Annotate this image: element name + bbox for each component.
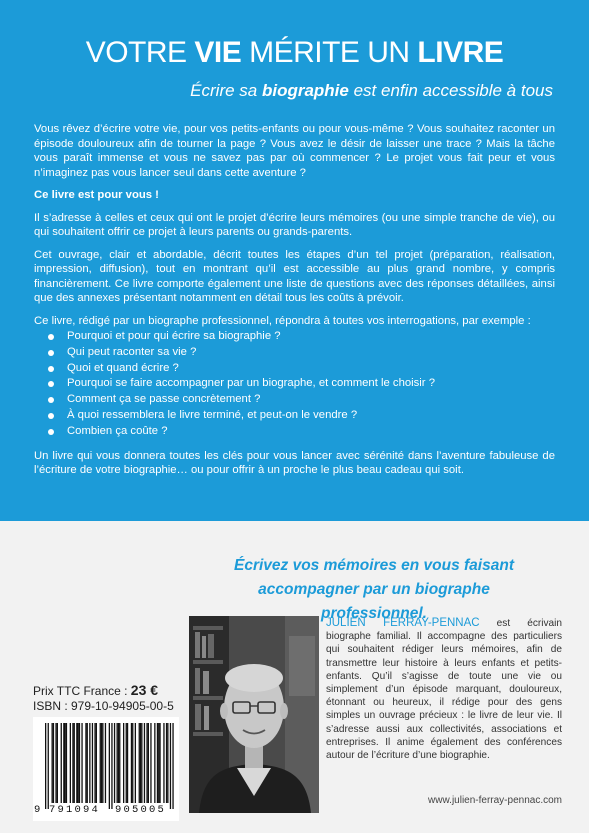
- subtitle-part-3: est enfin accessible à tous: [348, 81, 553, 100]
- author-portrait-illustration: [189, 616, 319, 813]
- blurb-paragraph-2: Il s’adresse à celles et ceux qui ont le projet d’écrire leurs mémoires (ou une simple tranche de vie), ou qui souhaitent offrir ce projet à leurs parents ou grands-parents.: [34, 211, 555, 238]
- tagline-line-1: Écrivez vos mémoires en vous faisant: [234, 557, 514, 574]
- list-item: Pourquoi et pour qui écrire sa biographie ?: [48, 329, 555, 345]
- price-value: 23 €: [130, 682, 159, 698]
- title-part-2: VIE: [194, 36, 242, 69]
- price: [33, 683, 158, 699]
- list-item: Quoi et quand écrire ?: [48, 361, 555, 377]
- list-item: Combien ça coûte ?: [48, 424, 555, 440]
- question-list: [48, 329, 555, 440]
- isbn-barcode: [33, 717, 179, 821]
- list-item: Qui peut raconter sa vie ?: [48, 345, 555, 361]
- author-photo: [189, 616, 319, 813]
- blurb-paragraph-4: Ce livre, rédigé par un biographe professionnel, répondra à toutes vos interrogations, par exemple :: [34, 314, 531, 327]
- blurb-paragraph-3: Cet ouvrage, clair et abordable, décrit toutes les étapes d’un tel projet (préparation, réalisation, impression, diffusion), tout en montrant qu’il est accessible au plus grand nombre, y compris financièrement. Ce livre comporte également une liste de questions avec des réponses détaillées, ainsi que des annexes présentant notamment en détail tous les coûts à prévoir.: [34, 248, 555, 304]
- cover-title: [0, 36, 589, 70]
- blurb-lead: Ce livre est pour vous !: [34, 189, 159, 201]
- cover-subtitle: [190, 81, 553, 101]
- title-part-4: LIVRE: [417, 36, 504, 69]
- author-website: www.julien-ferray-pennac.com: [428, 795, 562, 806]
- blurb-text: [34, 122, 555, 486]
- barcode-right-digits: 905005: [115, 804, 167, 816]
- tagline-line-2: accompagner par un biographe professionnel.: [258, 581, 490, 622]
- list-item: Comment ça se passe concrètement ?: [48, 392, 555, 408]
- title-part-3: MÉRITE UN: [241, 36, 418, 69]
- blurb-paragraph-1: Vous rêvez d’écrire votre vie, pour vos petits-enfants ou pour vous-même ? Vous souhaitez raconter un épisode douloureux afin de tourner la page ? Vous avez le désir de laisser une trace ? Mais la tâche vous paraît immense et vous ne savez pas par où commencer ? Le projet vous fait peur et vous n’imaginez pas vous lancer seul dans cette aventure ?: [34, 123, 555, 179]
- list-item: À quoi ressemblera le livre terminé, et peut-on le vendre ?: [48, 408, 555, 424]
- barcode-left-digits: 791094: [49, 804, 101, 816]
- list-item: Pourquoi se faire accompagner par un biographe, et comment le choisir ?: [48, 376, 555, 392]
- price-label: Prix TTC France :: [33, 684, 131, 698]
- subtitle-part-2: biographie: [261, 81, 349, 100]
- author-bio-text: est écrivain biographe familial. Il accompagne des particuliers qui souhaitent rédiger leurs mémoires, afin de transmettre leur histoire à leurs enfants et petits-enfants. Qu’il s’agisse de toute une vie ou simplement d’un épisode marquant, douloureux, étonnant ou heureux, il rédige pour des gens simples un ouvrage précieux : le livre de leur vie. Il s’adresse aussi aux collectivités, associations et entreprises. Il anime également des conférences autour de l’écriture d’une biographie.: [326, 618, 563, 762]
- subtitle-part-1: Écrire sa: [190, 81, 262, 100]
- barcode-first-digit: 9: [34, 804, 41, 816]
- blurb-paragraph-5: Un livre qui vous donnera toutes les clés pour vous lancer avec sérénité dans l’aventure fabuleuse de l’écriture de votre biographie… ou pour offrir à un proche le plus beau cadeau qui soit.: [34, 449, 555, 477]
- title-part-1: VOTRE: [85, 36, 195, 69]
- author-name: JULIEN FERRAY-PENNAC: [326, 617, 480, 629]
- author-bio: [326, 617, 562, 762]
- isbn: ISBN : 979-10-94905-00-5: [33, 699, 174, 713]
